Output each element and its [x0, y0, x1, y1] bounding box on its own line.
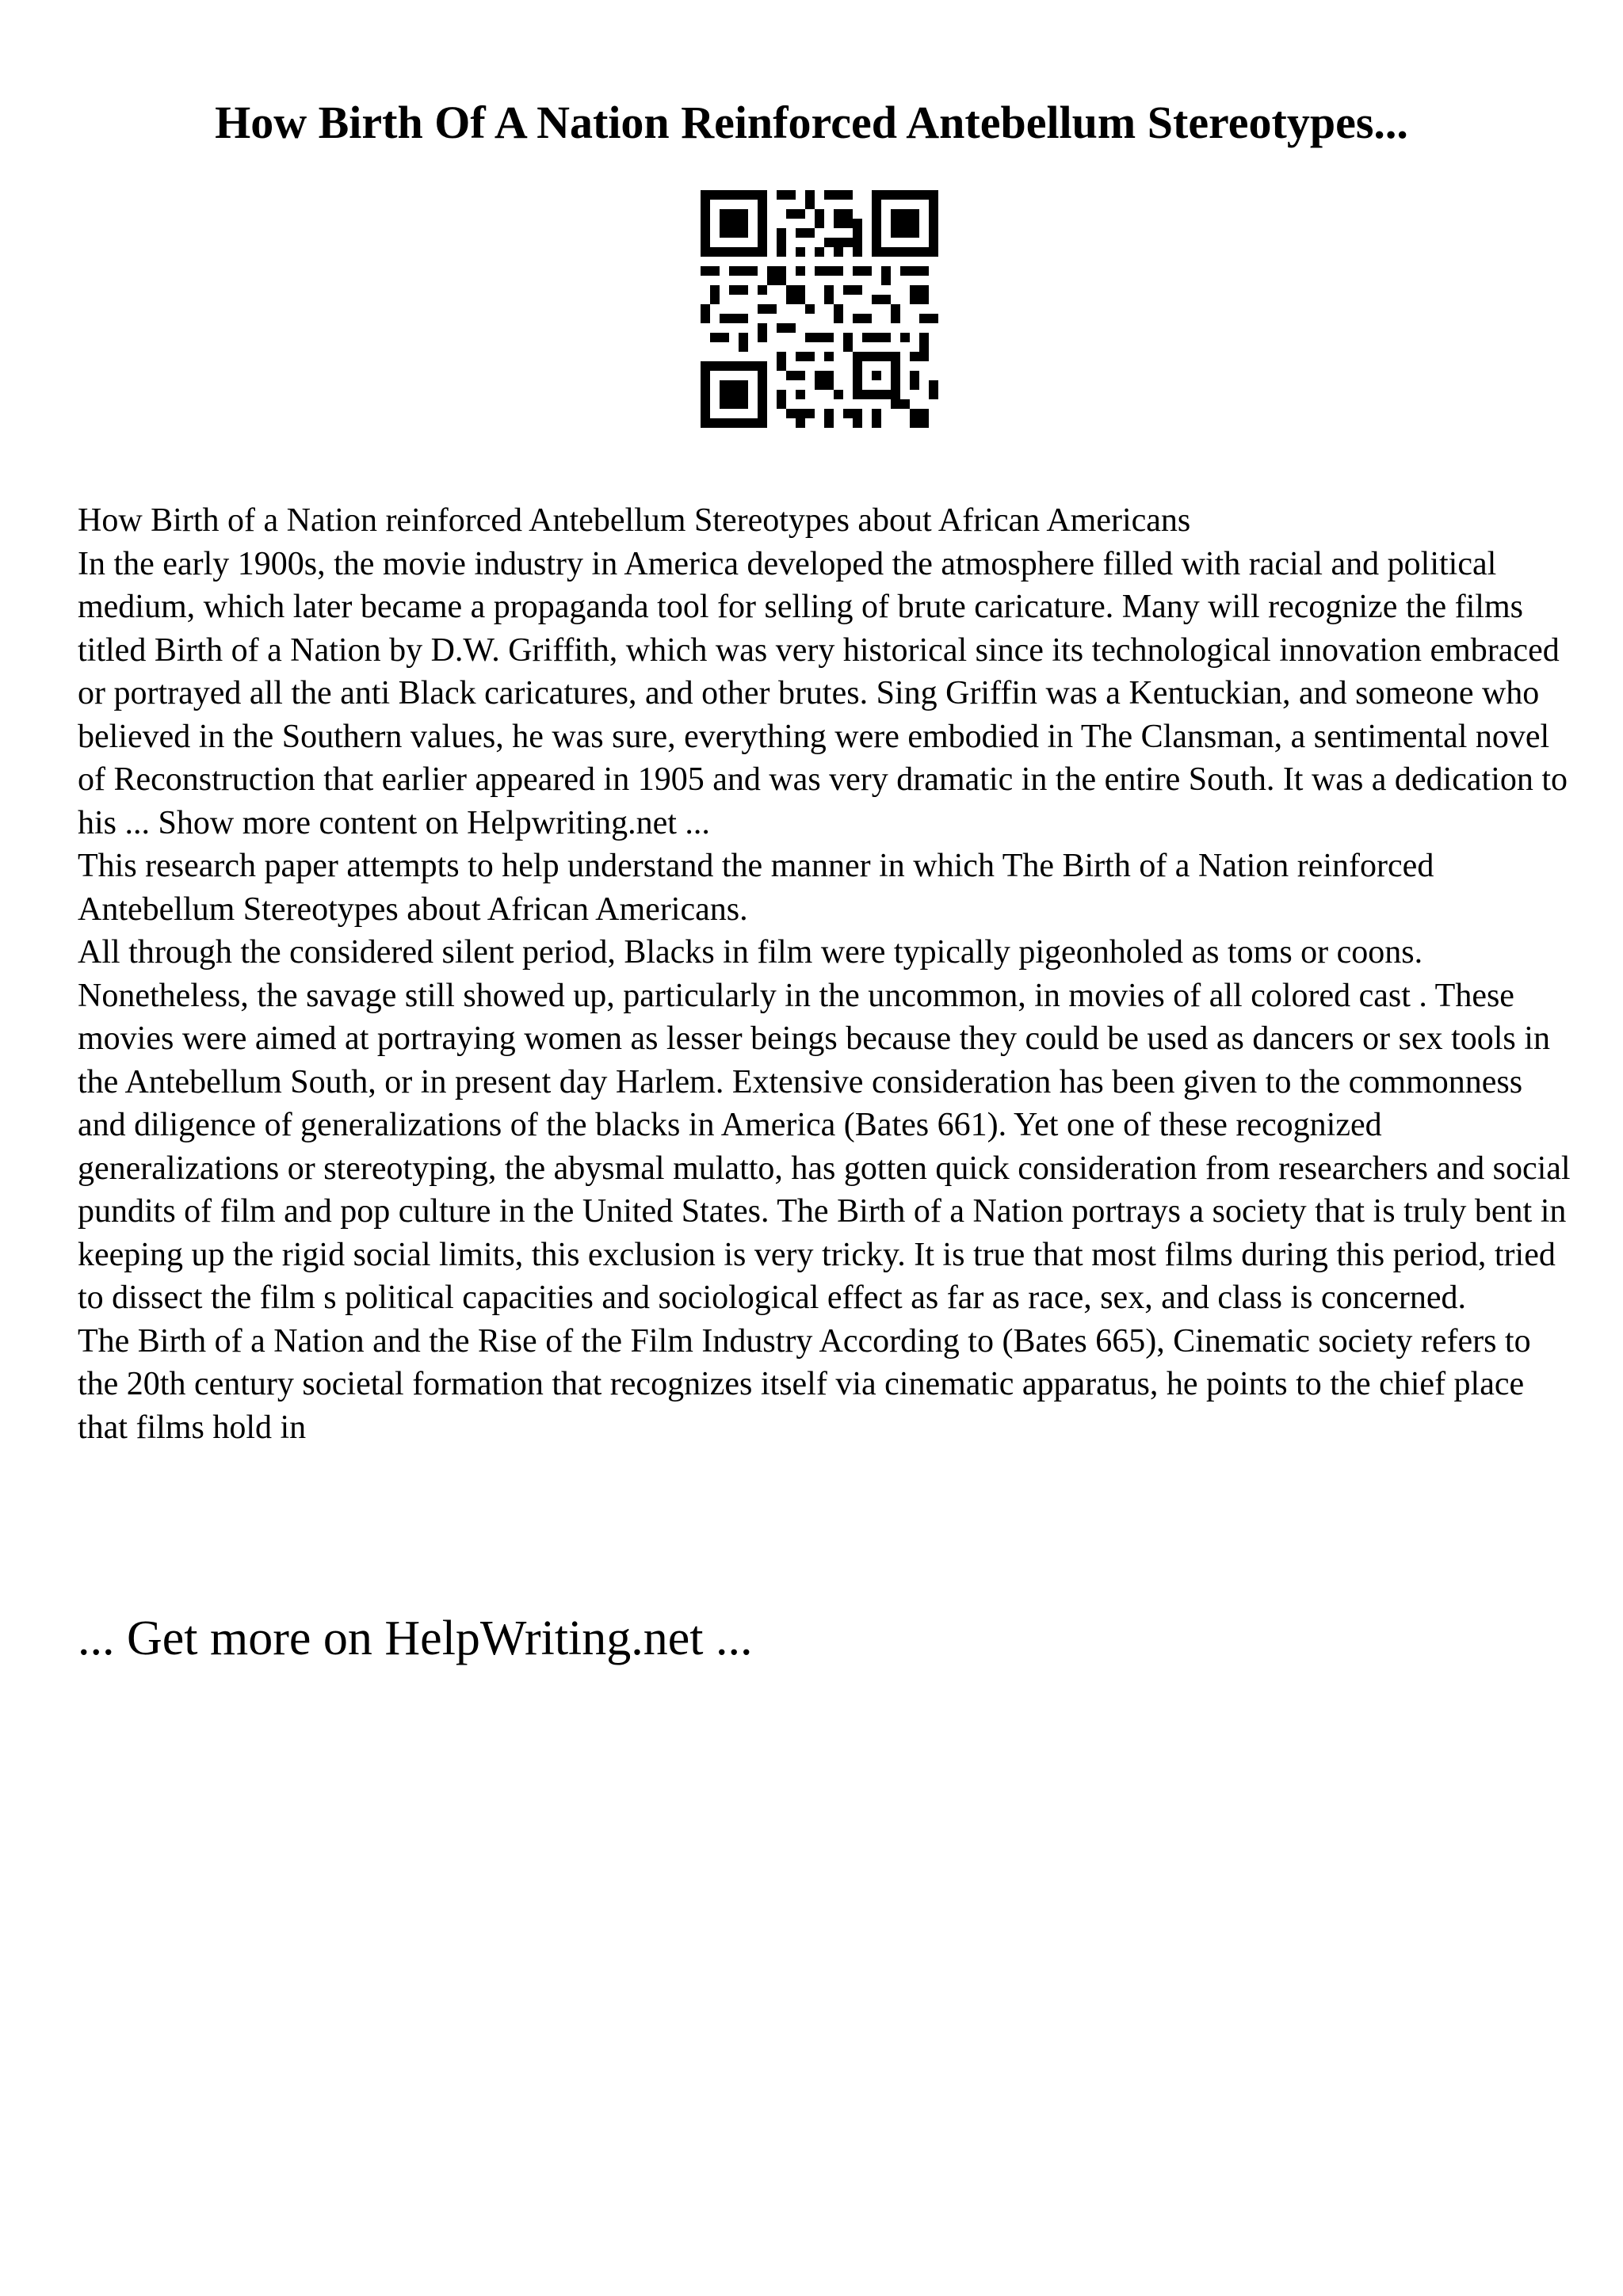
document-title: How Birth Of A Nation Reinforced Antebellum Stereotypes...: [215, 97, 1408, 148]
article-paragraph: In the early 1900s, the movie industry in America developed the atmosphere filled with racial and political medium, which later became a propaganda tool for selling of brute caricature. Many will recognize the films titled Birth of a Nation by D.W. Griffith, which was very historical since its technological innovation embraced or portrayed all the anti Black caricatures, and other brutes. Sing Griffin was a Kentuckian, and someone who believed in the Southern values, he was sure, everything were embodied in The Clansman, a sentimental novel of Reconstruction that earlier appeared in 1905 and was very dramatic in the entire South. It was a dedication to his ... Show more content on Helpwriting.net ...: [78, 545, 1568, 841]
get-more-link[interactable]: ... Get more on HelpWriting.net ...: [78, 1611, 753, 1665]
article-paragraph: The Birth of a Nation and the Rise of the Film Industry According to (Bates 665), Cinematic society refers to the 20th century societal formation that recognizes itself via cinematic apparatus, he points to the chief place that films hold in: [78, 1322, 1531, 1446]
qr-code-icon[interactable]: [701, 190, 938, 428]
article-paragraph: All through the considered silent period, Blacks in film were typically pigeonholed as toms or coons. Nonetheless, the savage still showed up, particularly in the uncommon, in movies of all colored cast . These movies were aimed at portraying women as lesser beings because they could be used as dancers or sex tools in the Antebellum South, or in present day Harlem. Extensive consideration has been given to the commonness and diligence of generalizations of the blacks in America (Bates 661). Yet one of these recognized generalizations or stereotyping, the abysmal mulatto, has gotten quick consideration from researchers and social pundits of film and pop culture in the United States. The Birth of a Nation portrays a society that is truly bent in keeping up the rigid social limits, this exclusion is very tricky. It is true that most films during this period, tried to dissect the film s political capacities and sociological effect as far as race, sex, and class is concerned.: [78, 934, 1571, 1316]
article-heading-line: How Birth of a Nation reinforced Antebellum Stereotypes about African Americans: [78, 502, 1191, 539]
article-body: [78, 499, 1575, 1449]
article-paragraph: This research paper attempts to help understand the manner in which The Birth of a Nation reinforced Antebellum Stereotypes about African Americans.: [78, 848, 1434, 928]
